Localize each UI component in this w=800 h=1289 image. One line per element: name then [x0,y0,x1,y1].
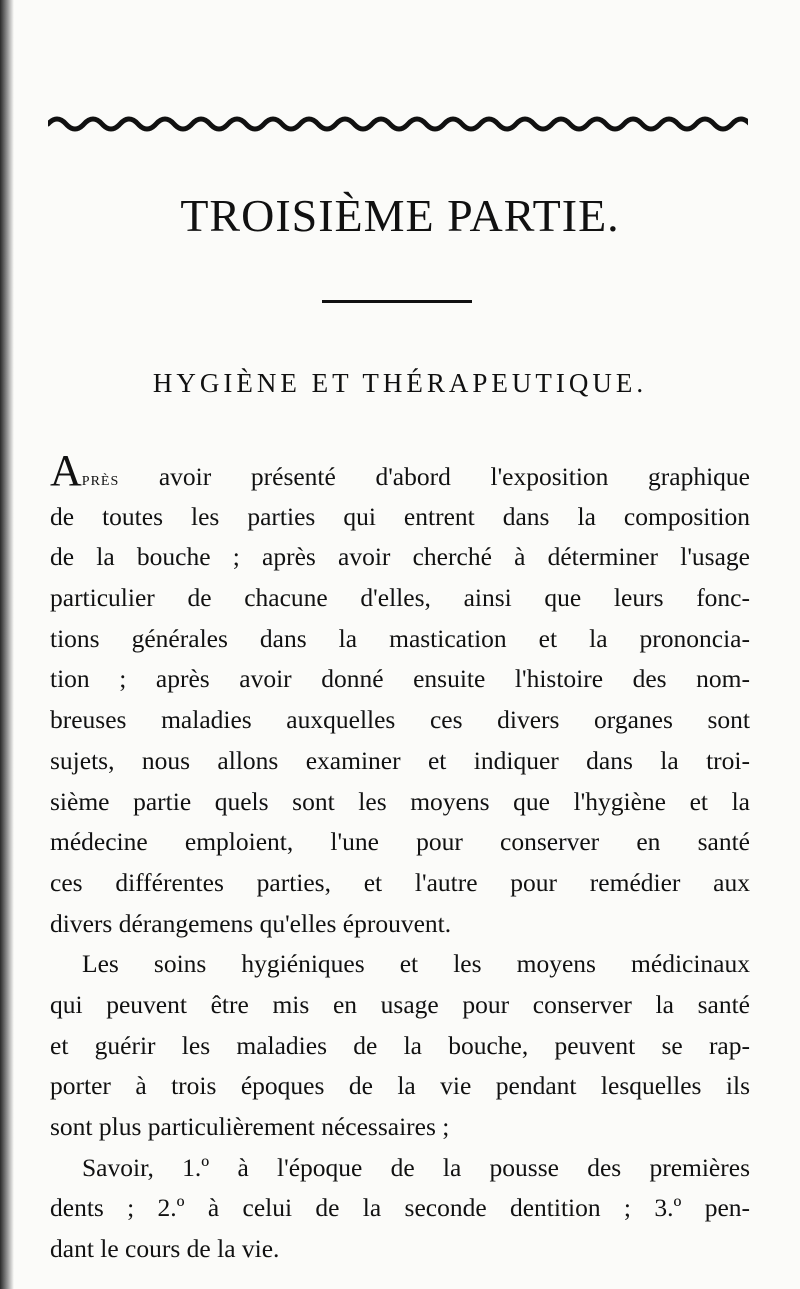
text-line: APRÈS avoir présenté d'abord l'exposition graphique [50,446,750,495]
small-caps: PRÈS [81,474,120,489]
text-line: qui peuvent être mis en usage pour conserver la santé [50,989,750,1019]
page-title: TROISIÈME PARTIE. [180,190,620,241]
text-line: médecine emploient, l'une pour conserver en santé [50,827,750,857]
text-line: dant le cours de la vie. [50,1234,280,1264]
section-subtitle: HYGIÈNE ET THÉRAPEUTIQUE. [152,368,648,398]
text-line: sujets, nous allons examiner et indiquer dans la troi- [50,745,750,775]
text-line: de la bouche ; après avoir cherché à déterminer l'usage [50,542,750,572]
text-line: porter à trois époques de la vie pendant lesquelles ils [50,1071,750,1101]
drop-cap: A [50,446,82,495]
body-text [50,446,750,1270]
wavy-ornament [48,112,748,136]
text-line: et guérir les maladies de la bouche, peuvent se rap- [50,1030,750,1060]
text-line: divers dérangemens qu'elles éprouvent. [50,908,452,938]
text-line: Les soins hygiéniques et les moyens médicinaux [82,949,750,979]
text-line: particulier de chacune d'elles, ainsi que leurs fonc- [50,583,750,613]
text-line: tion ; après avoir donné ensuite l'histoire des nom- [50,664,750,694]
text-line: Savoir, 1.º à l'époque de la pousse des premières [82,1152,750,1182]
text-line: breuses maladies auxquelles ces divers organes sont [50,705,750,735]
text-line: dents ; 2.º à celui de la seconde dentition ; 3.º pen- [50,1193,750,1223]
text-line: de toutes les parties qui entrent dans la composition [50,501,750,531]
title-rule [322,300,472,303]
text-line: sième partie quels sont les moyens que l'hygiène et la [50,786,750,816]
text-line: ces différentes parties, et l'autre pour remédier aux [50,867,750,897]
text-line: tions générales dans la mastication et la prononcia- [50,623,750,653]
text-line: sont plus particulièrement nécessaires ; [50,1112,450,1141]
